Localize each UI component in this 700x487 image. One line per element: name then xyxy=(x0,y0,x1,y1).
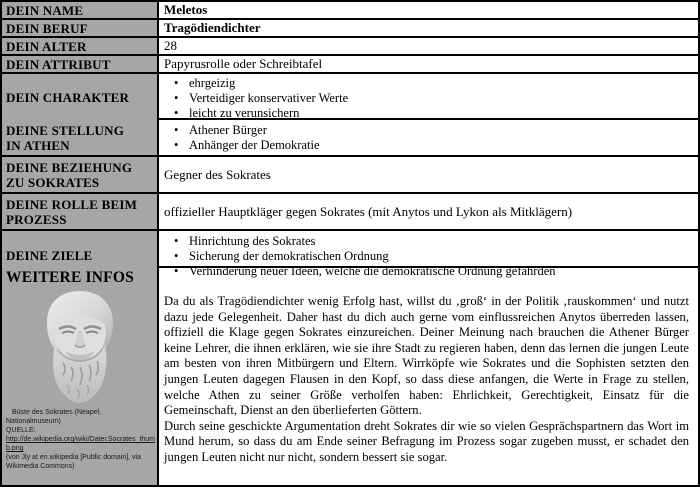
charakter-item: • Verteidiger konservativer Werte xyxy=(159,91,692,106)
row-alter xyxy=(2,38,698,56)
rolle-label: DEINE ROLLE BEIM xyxy=(6,196,138,212)
stellung-item: • Athener Bürger xyxy=(159,123,692,138)
attribut-value: Papyrusrolle oder Schreibtafel xyxy=(164,56,323,71)
source-label: QUELLE: xyxy=(6,427,36,434)
rolle-label-cell xyxy=(2,194,159,229)
infos-paragraph-2: Durch seine geschickte Argumentation dreht Sokrates dir wie so vielen Gesprächspartnern das Wort im Mund herum, so dass du am Ende seiner Befragung im Prozess sogar zugeben musst, er schadet den jungen Leuten nicht nur nicht, sondern bessert sie sogar. xyxy=(164,418,689,464)
beziehung-label-line2: ZU SOKRATES xyxy=(6,174,100,190)
stellung-list xyxy=(159,120,698,155)
ziele-list xyxy=(159,231,698,279)
row-attribut xyxy=(2,56,698,74)
alter-label: DEIN ALTER xyxy=(6,38,87,54)
rolle-value: offizieller Hauptkläger gegen Sokrates (mit Anytos und Lykon als Mitklägern) xyxy=(164,203,573,219)
charakter-label: DEIN CHARAKTER xyxy=(6,90,130,105)
ziele-item: • Sicherung der demokratischen Ordnung xyxy=(159,249,692,264)
row-beruf xyxy=(2,20,698,38)
row-charakter xyxy=(2,74,698,120)
stellung-label: DEINE STELLUNG xyxy=(6,122,125,138)
credit-text: (von Jly at en.wikipedia [Public domain], via Wikimedia Commons) xyxy=(6,454,142,470)
beruf-label-cell xyxy=(2,20,159,36)
alter-value: 28 xyxy=(164,38,177,53)
infos-label-cell xyxy=(2,268,159,485)
stellung-label-cell xyxy=(2,120,159,155)
charakter-label-cell xyxy=(2,74,159,121)
beziehung-label: DEINE BEZIEHUNG xyxy=(6,159,133,175)
rolle-label-line2: PROZESS xyxy=(6,211,67,227)
charakter-item: • ehrgeizig xyxy=(159,76,692,91)
ziele-label: DEINE ZIELE xyxy=(6,247,93,263)
beziehung-label-cell xyxy=(2,157,159,192)
attribut-label: DEIN ATTRIBUT xyxy=(6,56,111,72)
caption-text: Büste des Sokrates (Neapel, Nationalmuseum) xyxy=(6,409,102,425)
row-stellung xyxy=(2,120,698,157)
row-beziehung xyxy=(2,157,698,194)
attribut-label-cell xyxy=(2,56,159,72)
row-rolle xyxy=(2,194,698,231)
beruf-label: DEIN BERUF xyxy=(6,20,88,36)
row-infos xyxy=(2,268,698,485)
stellung-item: • Anhänger der Demokratie xyxy=(159,138,692,153)
source-link[interactable]: http://de.wikipedia.org/wiki/Datei:Socrates_thumb.png xyxy=(6,436,156,452)
row-name xyxy=(2,2,698,20)
charakter-item: • leicht zu verunsichern xyxy=(159,106,692,121)
ziele-item: • Hinrichtung des Sokrates xyxy=(159,234,692,249)
name-value: Meletos xyxy=(164,2,208,17)
image-caption xyxy=(6,408,156,471)
name-label: DEIN NAME xyxy=(6,2,84,18)
infos-paragraph-1: Da du als Tragödiendichter wenig Erfolg hast, willst du ‚groß‘ in der Politik ‚rauskommen‘ und nutzt dazu jede Gelegenheit. Daher hast du dich auch gerne vom einflussreichen Anytos überreden lassen, offiziell die Klage gegen Sokrates einzureichen. Deiner Meinung nach brauchen die Athener Bürger keine Lehrer, die ihnen erklären, wie sie ihre Stadt zu regieren haben, denn das lernen die jungen Leute am besten von ihren Mitbürgern und Eltern. Wirrköpfe wie Sokrates und die Sophisten setzten den jungen Leuten dagegen Flausen in den Kopf, so dass diese anfangen, die Werte in Frage zu stellen, welche Athen zu seiner Größe verholfen haben: Ehrlichkeit, Gerechtigkeit, Einsatz für die Gemeinschaft, Dienst an den überlieferten Göttern. xyxy=(164,294,689,418)
alter-label-cell xyxy=(2,38,159,54)
ziele-item: • Verhinderung neuer Ideen, welche die demokratische Ordnung gefährden xyxy=(159,264,692,279)
beruf-value: Tragödiendichter xyxy=(164,20,261,35)
infos-label: WEITERE INFOS xyxy=(6,269,134,286)
stellung-label-line2: IN ATHEN xyxy=(6,137,70,153)
socrates-bust-image xyxy=(6,289,154,405)
name-label-cell xyxy=(2,2,159,18)
infos-text xyxy=(159,268,698,485)
beziehung-value: Gegner des Sokrates xyxy=(164,166,271,182)
charakter-list xyxy=(159,74,698,121)
